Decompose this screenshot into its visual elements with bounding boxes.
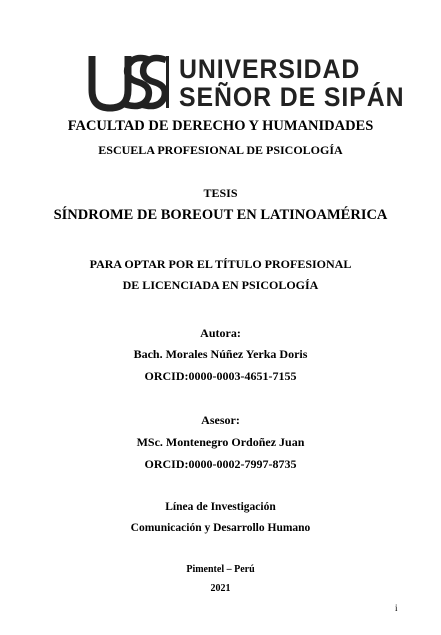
purpose-line-1: PARA OPTAR POR EL TÍTULO PROFESIONAL [89, 257, 352, 271]
purpose-line-2: DE LICENCIADA EN PSICOLOGÍA [122, 278, 319, 292]
logo-divider [166, 56, 169, 108]
university-logo [88, 52, 405, 112]
author-orcid: ORCID:0000-0003-4651-7155 [144, 369, 297, 383]
logo-line-1: UNIVERSIDAD [179, 54, 361, 84]
faculty-heading: FACULTAD DE DERECHO Y HUMANIDADES [67, 118, 374, 134]
page-number: i [395, 603, 398, 613]
school-heading: ESCUELA PROFESIONAL DE PSICOLOGÍA [98, 143, 343, 157]
logo-line-2: SEÑOR DE SIPÁN [179, 82, 405, 112]
advisor-label: Asesor: [201, 413, 240, 427]
document-type: TESIS [203, 186, 238, 200]
year: 2021 [210, 583, 231, 594]
research-line-value: Comunicación y Desarrollo Humano [130, 522, 311, 534]
research-line-label: Línea de Investigación [165, 501, 276, 513]
thesis-title: SÍNDROME DE BOREOUT EN LATINOAMÉRICA [53, 207, 388, 223]
author-label: Autora: [200, 326, 241, 340]
advisor-name: MSc. Montenegro Ordoñez Juan [136, 435, 305, 449]
place: Pimentel – Perú [186, 564, 255, 575]
advisor-orcid: ORCID:0000-0002-7997-8735 [144, 457, 297, 471]
uss-monogram-icon [88, 52, 172, 112]
author-name: Bach. Morales Núñez Yerka Doris [133, 347, 308, 361]
